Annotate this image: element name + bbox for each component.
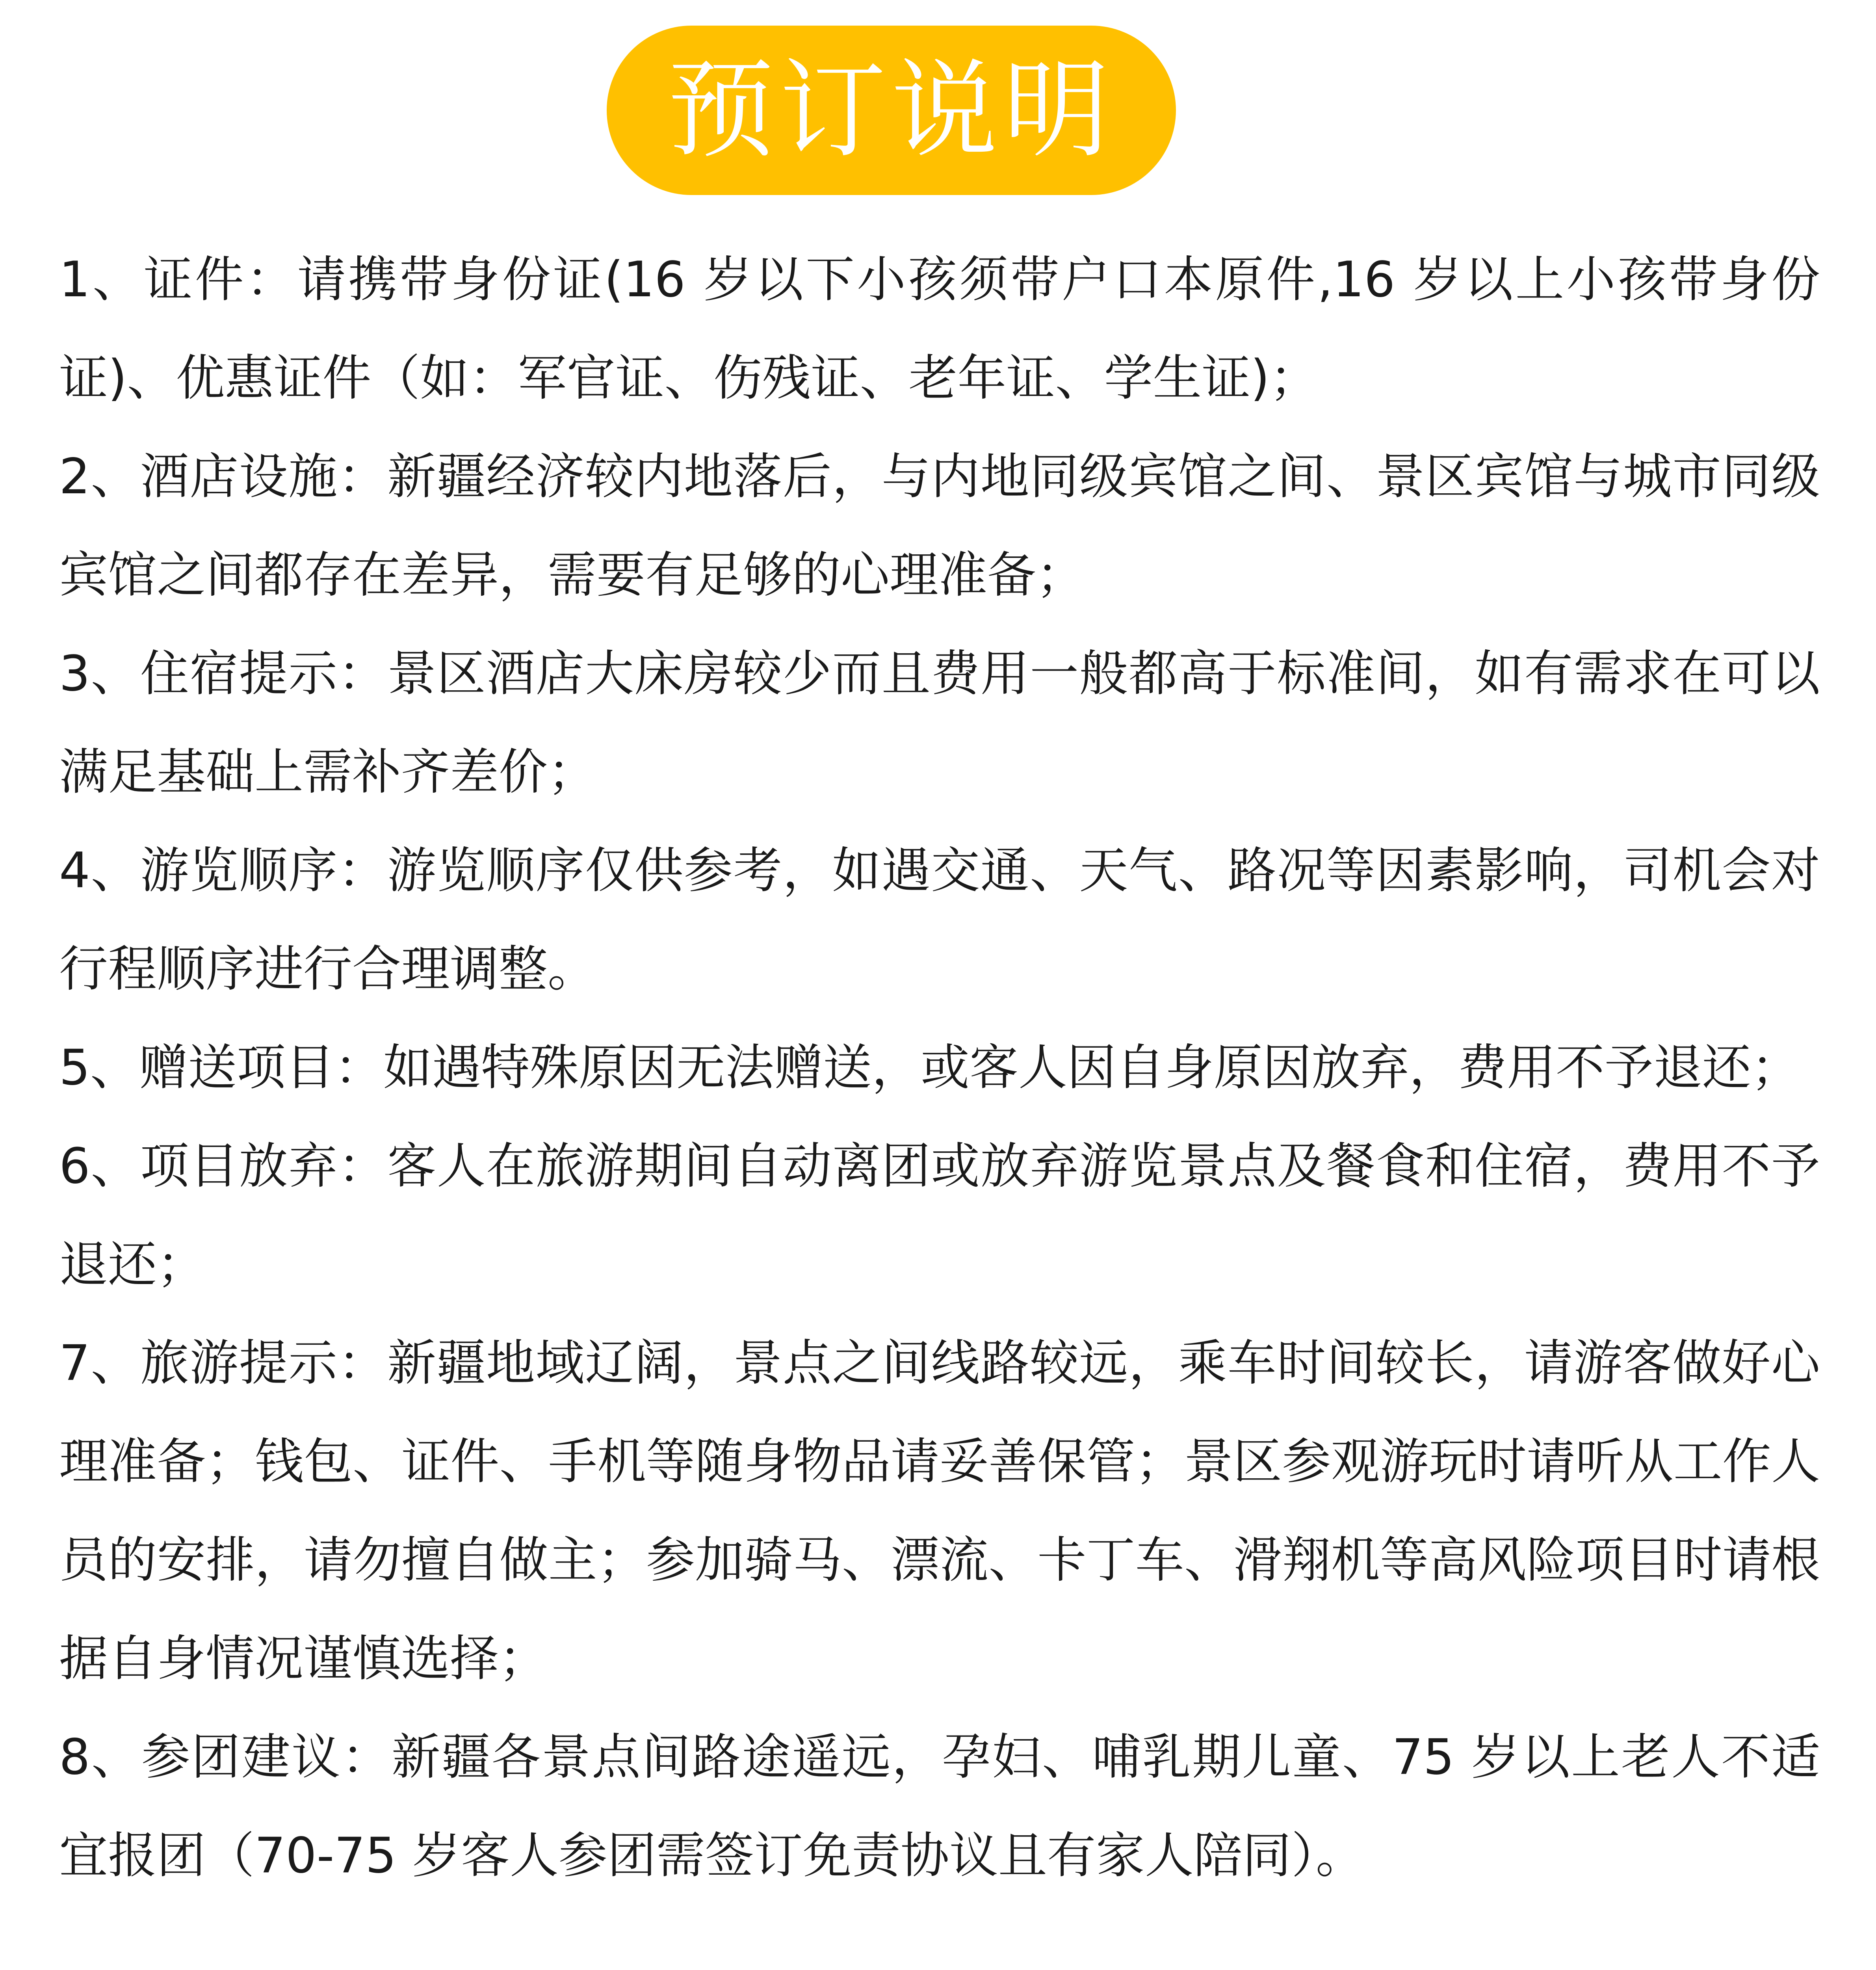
booking-title: 预订说明: [667, 48, 1115, 172]
note-item-forfeit: 6、项目放弃：客人在旅游期间自动离团或放弃游览景点及餐食和住宿，费用不予退还；: [59, 1138, 1820, 1293]
booking-notes-list: [59, 230, 1820, 1905]
booking-title-banner: [607, 26, 1176, 195]
note-item-lodging: 3、住宿提示：景区酒店大床房较少而且费用一般都高于标准间，如有需求在可以满足基础上需补齐差价；: [59, 645, 1820, 801]
note-item-travel-tips: 7、旅游提示：新疆地域辽阔，景点之间线路较远，乘车时间较长，请游客做好心理准备；钱包、证件、手机等随身物品请妥善保管；景区参观游玩时请听从工作人员的安排，请勿擅自做主；参加骑马、漂流、卡丁车、滑翔机等高风险项目时请根据自身情况谨慎选择；: [59, 1335, 1820, 1687]
note-item-itinerary-order: 4、游览顺序：游览顺序仅供参考，如遇交通、天气、路况等因素影响，司机会对行程顺序进行合理调整。: [59, 842, 1820, 998]
note-item-gifts: 5、赠送项目：如遇特殊原因无法赠送，或客人因自身原因放弃，费用不予退还；: [59, 1039, 1800, 1096]
note-item-id: 1、证件：请携带身份证(16 岁以下小孩须带户口本原件,16 岁以上小孩带身份证)、优惠证件（如：军官证、伤残证、老年证、学生证)；: [59, 251, 1820, 407]
note-item-hotel: 2、酒店设施：新疆经济较内地落后，与内地同级宾馆之间、景区宾馆与城市同级宾馆之间都存在差异，需要有足够的心理准备；: [59, 448, 1820, 604]
note-item-group-advice: 8、参团建议：新疆各景点间路途遥远，孕妇、哺乳期儿童、75 岁以上老人不适宜报团（70-75 岁客人参团需签订免责协议且有家人陪同）。: [59, 1729, 1820, 1884]
